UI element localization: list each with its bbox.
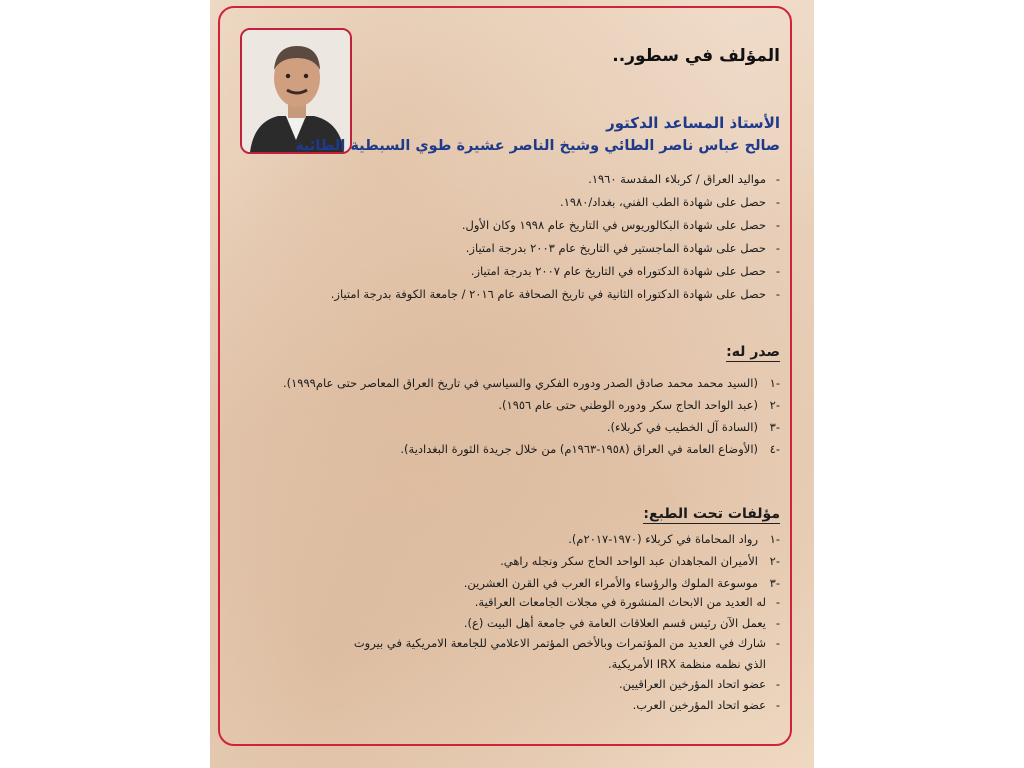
published-item [240, 438, 780, 460]
extra-item: - عضو اتحاد المؤرخين العرب. [235, 695, 780, 716]
published-heading: صدر له: [726, 344, 780, 360]
extra-item: - شارك في العديد من المؤتمرات وبالأخص المؤتمر الاعلامي للجامعة الامريكية في بيروت [235, 633, 780, 654]
published-list [240, 372, 780, 460]
bio-item: - حصل على شهادة البكالوريوس في التاريخ عام ١٩٩٨ وكان الأول. [240, 214, 780, 237]
in-press-list [240, 528, 780, 594]
published-item [240, 372, 780, 394]
item-text: (عبد الواحد الحاج سكر ودوره الوطني حتى عام ١٩٥٦). [498, 398, 758, 412]
item-number: -٣ [769, 576, 780, 590]
in-press-item [240, 550, 780, 572]
item-text: رواد المحاماة في كربلاء (١٩٧٠-٢٠١٧م). [568, 532, 758, 546]
item-text: الأميران المجاهدان عبد الواحد الحاج سكر ونجله راهي. [500, 554, 758, 568]
item-number: -٣ [769, 420, 780, 434]
in-press-heading: مؤلفات تحت الطبع: [643, 506, 780, 522]
academic-title: الأستاذ المساعد الدكتور [606, 114, 780, 132]
page-title: المؤلف في سطور.. [612, 46, 780, 66]
item-text: (الأوضاع العامة في العراق (١٩٥٨-١٩٦٣م) من خلال جريدة الثورة البغدادية). [400, 442, 758, 456]
bio-list [240, 168, 780, 306]
bio-item: - حصل على شهادة الطب الفني، بغداد/١٩٨٠. [240, 191, 780, 214]
item-number: -٤ [769, 442, 780, 456]
bio-item: - مواليد العراق / كربلاء المقدسة ١٩٦٠. [240, 168, 780, 191]
extra-item-continuation: الذي نظمه منظمة IRX الأمريكية. [607, 656, 766, 671]
item-text: (السادة آل الخطيب في كربلاء). [606, 420, 758, 434]
extra-list [235, 592, 780, 715]
item-text: موسوعة الملوك والرؤساء والأمراء العرب في القرن العشرين. [463, 576, 758, 590]
extra-item: - عضو اتحاد المؤرخين العراقيين. [235, 674, 780, 695]
bio-item: - حصل على شهادة الماجستير في التاريخ عام ٢٠٠٣ بدرجة امتياز. [240, 237, 780, 260]
published-item [240, 394, 780, 416]
item-number: -٢ [769, 554, 780, 568]
item-text: (السيد محمد محمد صادق الصدر ودوره الفكري والسياسي في تاريخ العراق المعاصر حتى عام١٩٩٩). [282, 376, 758, 390]
bio-item: - حصل على شهادة الدكتوراه الثانية في تاريخ الصحافة عام ٢٠١٦ / جامعة الكوفة بدرجة امتياز. [240, 283, 780, 306]
extra-item: - له العديد من الابحاث المنشورة في مجلات الجامعات العراقية. [235, 592, 780, 613]
in-press-item [240, 572, 780, 594]
item-number: -٢ [769, 398, 780, 412]
in-press-item [240, 528, 780, 550]
text-content [240, 0, 780, 768]
book-page [210, 0, 814, 768]
bio-item: - حصل على شهادة الدكتوراه في التاريخ عام ٢٠٠٧ بدرجة امتياز. [240, 260, 780, 283]
published-item [240, 416, 780, 438]
item-number: -١ [769, 532, 780, 546]
author-name: صالح عباس ناصر الطائي وشيخ الناصر عشيرة طوي السبطية الطائية [295, 138, 780, 154]
item-number: -١ [769, 376, 780, 390]
extra-item: - يعمل الآن رئيس قسم العلاقات العامة في جامعة أهل البيت (ع). [235, 613, 780, 634]
